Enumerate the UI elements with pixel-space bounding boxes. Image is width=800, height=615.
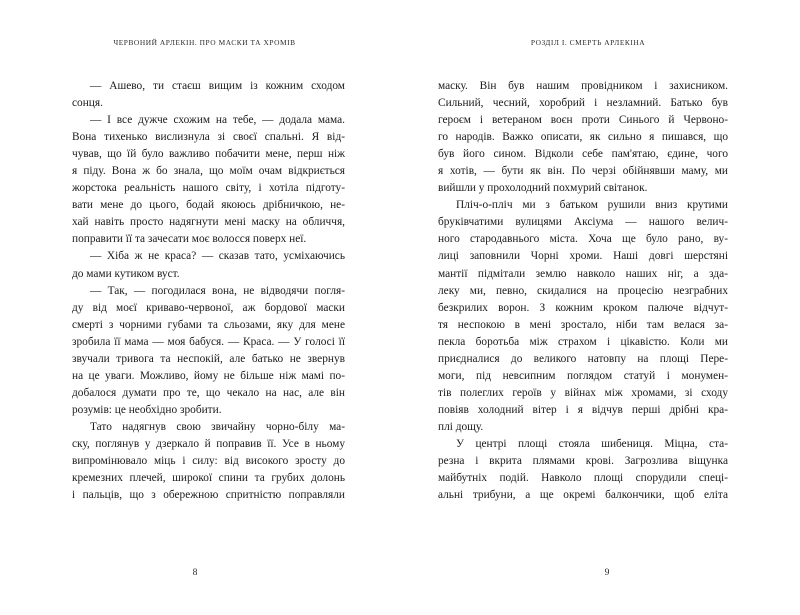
text-line: Сильний, чесний, хоробрий і незламний. Батько був xyxy=(438,97,728,110)
text-line: мантії підмітали землю навколо наших ніг, а зда- xyxy=(438,267,728,280)
running-head-left: ЧЕРВОНИЙ АРЛЕКІН. ПРО МАСКИ ТА ХРОМІВ xyxy=(113,38,296,47)
text-line: розумів: це необхідно зробити. xyxy=(72,403,222,416)
text-line: — І все дужче схожим на тебе, — додала мама. xyxy=(90,114,345,127)
text-line: тів полеглих героїв у війнах між хромами, зі сходу xyxy=(438,386,728,399)
paragraph xyxy=(72,419,345,504)
text-line: тя неспокою в мені зростало, ніби там велася за- xyxy=(438,318,728,331)
text-line: пекла боротьба між страхом і цікавістю. Коли ми xyxy=(438,335,728,348)
text-line: альні трибуни, а ще окремі балкончики, щоб еліта xyxy=(438,489,728,502)
paragraph xyxy=(72,112,345,129)
text-line: — Ашево, ти стаєш вищим із кожним сходом xyxy=(90,80,345,92)
text-line: був його сином. Відколи себе пам'ятаю, єдине, чого xyxy=(438,148,728,161)
text-line: майбутніх подій. Навколо площі спорудили спеці- xyxy=(438,472,728,485)
paragraph xyxy=(72,129,345,248)
page-right xyxy=(400,0,800,615)
text-line: леку ми, певно, скидалися на процесію незграбних xyxy=(438,284,728,297)
text-line: Пліч-о-пліч ми з батьком рушили вниз крутими xyxy=(456,199,728,212)
page-number-right: 9 xyxy=(604,567,610,578)
text-line: кремезних плечей, широкої спини та грубих долонь xyxy=(72,472,345,485)
paragraph xyxy=(438,78,728,197)
text-line: смерті з чорними губами та сльозами, яку для мене xyxy=(72,318,345,331)
text-line: вати мене до цього, бодай якоюсь дрібничкою, не- xyxy=(72,199,345,212)
text-line: го народів. Важко описати, як сильно я пишався, що xyxy=(438,131,728,144)
text-line: чував, що їй було важливо побачити мене, перш ніж xyxy=(72,148,345,161)
body-text-left xyxy=(72,78,345,504)
paragraph xyxy=(72,248,345,282)
page-number-left: 8 xyxy=(192,567,198,578)
text-line: лиці заповнили Чорні хроми. Наші довгі шерстяні xyxy=(438,250,728,263)
text-line: зробила її мама — моя бабуся. — Краса. — У голосі її xyxy=(72,335,345,348)
text-line: поправити її та зачесати моє волосся поверх неї. xyxy=(72,233,307,246)
text-line: хай навіть просто надягнути мені маску на обличчя, xyxy=(72,216,345,229)
text-line: і пальців, що з обережною спритністю поправляли xyxy=(72,489,345,502)
text-line: героєм і ветераном воєн проти Синього й Червоно- xyxy=(438,114,728,127)
text-line: до мами кутиком вуст. xyxy=(72,267,180,280)
text-line: ску, поглянув у дзеркало й поправив її. Усе в ньому xyxy=(72,437,345,450)
paragraph xyxy=(72,78,345,112)
text-line: повіяв холодний вітер і я відчув перші дрібні кра- xyxy=(438,403,728,416)
paragraph xyxy=(438,197,728,436)
text-line: я піду. Вона ж бо знала, що моїм очам відкриється xyxy=(72,165,345,178)
text-line: вийшли у прохолодний похмурий світанок. xyxy=(438,182,648,195)
text-line: безкрилих ворон. З кожним кроком палюче відчут- xyxy=(438,301,728,314)
text-line: сонця. xyxy=(72,97,103,110)
running-head-right: РОЗДІЛ І. СМЕРТЬ АРЛЕКІНА xyxy=(530,38,646,47)
text-line: Тато надягнув свою звичайну чорно-білу ма- xyxy=(90,420,345,433)
paragraph xyxy=(72,283,345,419)
text-line: ного стародавнього міста. Хоча ще було рано, ву- xyxy=(438,233,728,246)
text-line: Вона тихенько вислизнула зі своєї спальні. Я від- xyxy=(72,131,345,144)
body-text-right xyxy=(438,78,728,504)
text-line: резна і вкрита плямами крові. Загрозлива віщунка xyxy=(438,455,728,468)
text-line: моги, під невсипним поглядом статуй і монумен- xyxy=(438,369,728,382)
text-line: ду від моєї криваво-червоної, аж бордової маски xyxy=(72,301,345,314)
text-line: на це уваги. Можливо, йому не більше ніж мамі по- xyxy=(72,369,345,382)
text-line: бруківчатими вулицями Аксіума — нашого велич- xyxy=(438,216,728,229)
text-line: випромінювало міць і силу: від високого зросту до xyxy=(72,455,345,468)
text-line: — Так, — погодилася вона, не відводячи погля- xyxy=(90,284,345,297)
text-line: — Хіба ж не краса? — сказав тато, усміхаючись xyxy=(90,250,345,263)
text-line: жорстока реальність нашого світу, і хотіла підготу- xyxy=(72,182,345,195)
text-line: маску. Він був нашим провідником і захисником. xyxy=(438,80,728,92)
text-line: приєдналися до великого натовпу на площі Пере- xyxy=(438,352,728,365)
text-line: плі дощу. xyxy=(438,420,484,433)
text-line: У центрі площі стояла шибениця. Міцна, ста- xyxy=(456,437,728,450)
text-line: звучали тривога та неспокій, але батько не звернув xyxy=(72,352,345,365)
paragraph xyxy=(438,436,728,504)
text-line: я хотів, — бути як він. По черзі обійнявши маму, ми xyxy=(438,165,728,178)
text-line: добалося думати про те, що чекало на нас, але він xyxy=(72,386,345,399)
